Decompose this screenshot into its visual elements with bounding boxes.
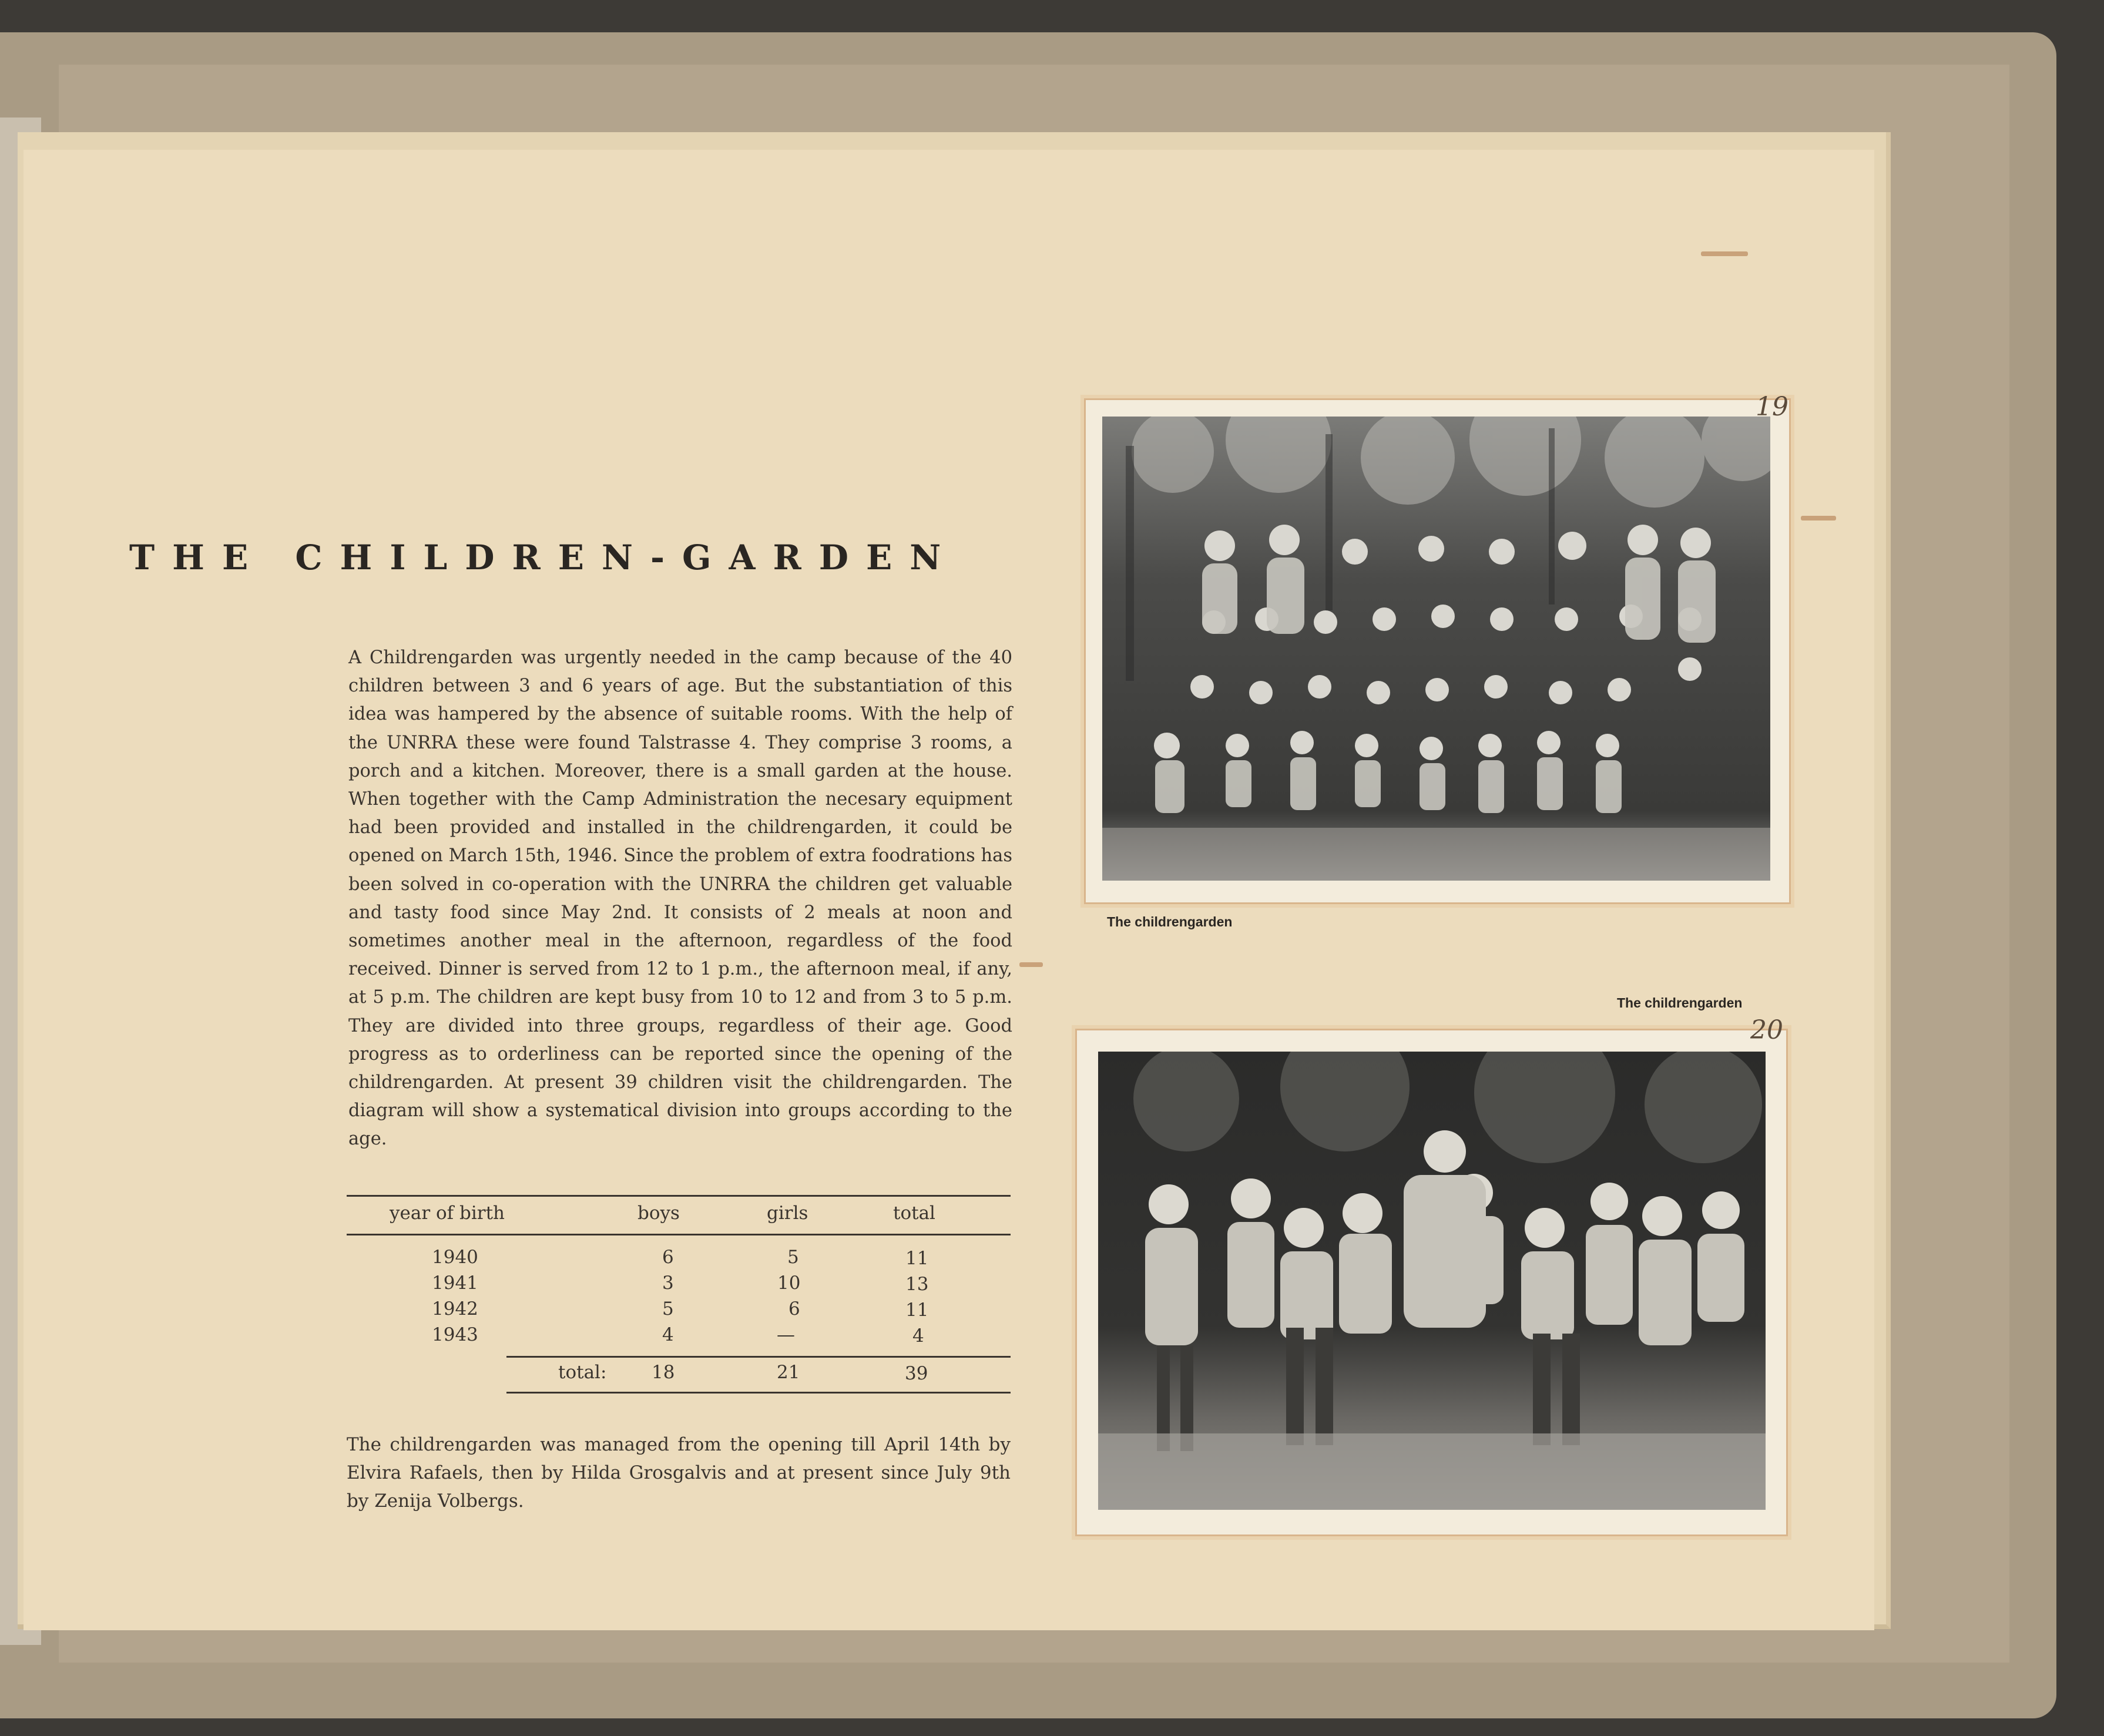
row-1943-year: 1943 [432, 1324, 478, 1345]
row-1942-boys: 5 [662, 1298, 674, 1319]
header-girls: girls [767, 1203, 808, 1224]
table-header-rule [347, 1234, 1011, 1235]
row-1940-boys: 6 [662, 1247, 674, 1268]
totals-boys: 18 [652, 1362, 675, 1383]
tape-mark [1801, 516, 1836, 521]
table-bottom-rule [506, 1392, 1011, 1393]
header-year-of-birth: year of birth [390, 1203, 505, 1224]
photo-top-caption: The childrengarden [1107, 914, 1233, 929]
photo-bottom-image [1098, 1052, 1766, 1510]
row-1941-boys: 3 [662, 1272, 674, 1294]
row-1940-girls: 5 [787, 1247, 799, 1268]
page-title: THE CHILDREN-GARDEN [129, 538, 959, 577]
row-1943-total: 4 [912, 1325, 924, 1347]
photo-top-image [1102, 417, 1770, 881]
header-total: total [893, 1203, 935, 1224]
totals-total: 39 [905, 1363, 928, 1384]
table-top-rule [347, 1195, 1011, 1197]
tape-mark [1019, 962, 1043, 967]
totals-girls: 21 [777, 1362, 800, 1383]
row-1942-girls: 6 [788, 1298, 800, 1319]
table-totals-rule [506, 1356, 1011, 1358]
closing-paragraph: The childrengarden was managed from the opening till April 14th by Elvira Rafaels, then by Hilda Grosgalvis and at present since July 9th by Zenija Volbergs. [347, 1434, 1011, 1512]
totals-label: total: [558, 1362, 607, 1383]
row-1943-girls: — [777, 1324, 795, 1345]
photo-top [1084, 392, 1791, 904]
row-1941-girls: 10 [777, 1272, 801, 1294]
row-1940-year: 1940 [432, 1247, 478, 1268]
intro-paragraph: A Childrengarden was urgently needed in the camp because of the 40 children between 3 and 6 years of age. But the substantiation of this idea was hampered by the absence of suitable rooms. With the help of the UNRRA these were found Talstrasse 4. They comprise 3 rooms, a porch and a kitchen. Moreover, there is a small garden at the house. When together with the Camp Administration the necesary equipment had been provided and installed in the childrengarden, it could be opened on March 15th, 1946. Since the problem of extra foodrations has been solved in co-operation with the UNRRA the children get valuable and tasty food since May 2nd. It consists of 2 meals at noon and sometimes another meal in the afternoon, regardless of the food received. Dinner is served from 12 to 1 p.m., the afternoon meal, if any, at 5 p.m. The children are kept busy from 10 to 12 and from 3 to 5 p.m. They are divided into three groups, regardless of their age. Good progress as to orderliness can be reported since the opening of the childrengarden. At present 39 children visit the childrengarden. The diagram will show a systematical division into groups according to the age. [348, 647, 1012, 1150]
photo-bottom-page-number: 20 [1750, 1015, 1783, 1045]
photo-bottom [1075, 1015, 1788, 1536]
row-1941-total: 13 [905, 1274, 929, 1295]
row-1940-total: 11 [905, 1248, 929, 1269]
photo-bottom-caption: The childrengarden [1617, 995, 1743, 1010]
photo-top-page-number: 19 [1756, 392, 1788, 422]
row-1942-year: 1942 [432, 1298, 478, 1319]
row-1943-boys: 4 [662, 1324, 674, 1345]
row-1942-total: 11 [905, 1300, 929, 1321]
tape-mark [1701, 251, 1748, 256]
header-boys: boys [637, 1203, 680, 1224]
row-1941-year: 1941 [432, 1272, 478, 1294]
